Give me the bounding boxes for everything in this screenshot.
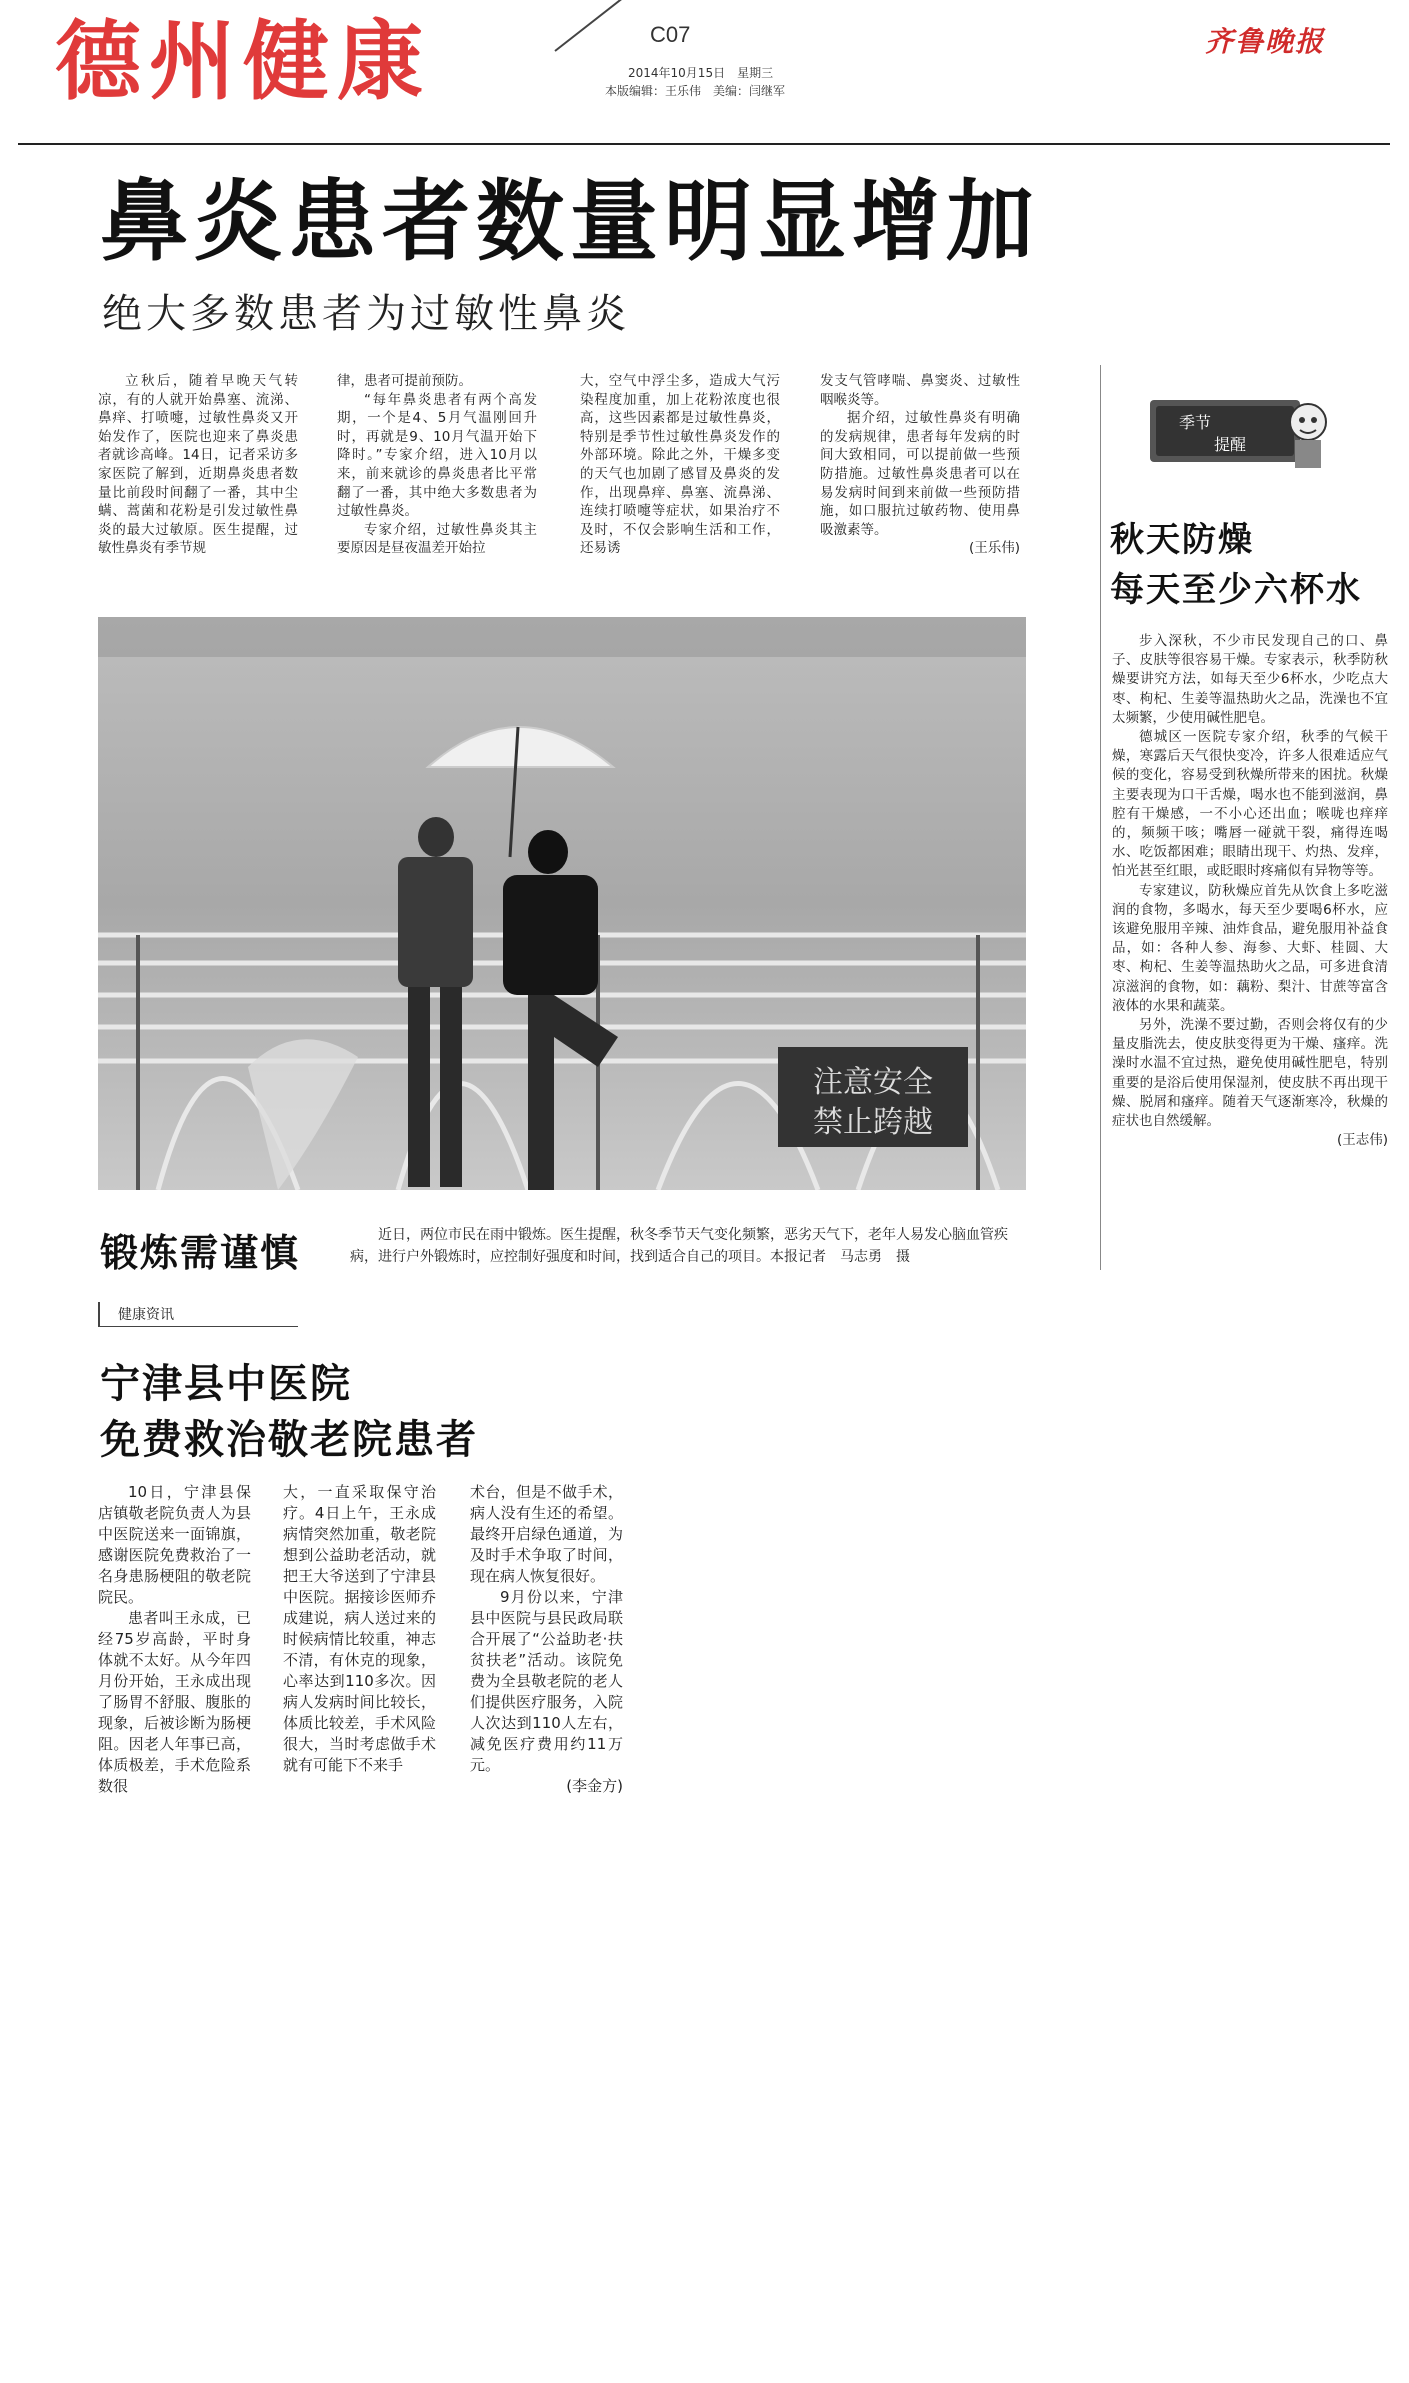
news-headline-line-1: 宁津县中医院 (100, 1361, 352, 1407)
section-label: 健康资讯 (118, 1307, 174, 1323)
badge-text-1: 季节 (1178, 413, 1212, 432)
editor-credits: 本版编辑：王乐伟 美编：闫继军 (605, 84, 786, 98)
paragraph: 大，一直采取保守治疗。4日上午，王永成病情突然加重，敬老院想到公益助老活动，就把王大爷送到了宁津县中医院。据接诊医师乔成建说，病人送过来的时候病情比较重，神志不清，有休克的现象，心率达到110多次。因病人发病时间比较长，体质比较差，手术风险很大，当时考虑做手术就有可能下不来手 (283, 1483, 436, 1774)
photo-illustration (98, 617, 1026, 1190)
main-article-column-4 (820, 372, 1020, 558)
main-article-column-1 (98, 372, 298, 558)
paragraph: 9月份以来，宁津县中医院与县民政局联合开展了“公益助老·扶贫扶老”活动。该院免费为全县敬老院的老人们提供医疗服务，入院人次达到110人左右，减免医疗费用约11万元。 (470, 1588, 623, 1774)
masthead-title: 德州健康 (55, 12, 431, 112)
paragraph: 律，患者可提前预防。 (337, 373, 472, 389)
paragraph: 患者叫王永成，已经75岁高龄，平时身体就不太好。从今年四月份开始，王永成出现了肠胃不舒服、腹胀的现象，后被诊断为肠梗阻。因老人年事已高，体质极差，手术危险系数很 (98, 1609, 251, 1795)
sidebar-headline-line-2: 每天至少六杯水 (1110, 570, 1362, 610)
paragraph: 德城区一医院专家介绍，秋季的气候干燥，寒露后天气很快变冷，许多人很难适应气候的变化，容易受到秋燥所带来的困扰。秋燥主要表现为口干舌燥，喝水也不能到滋润，鼻腔有干燥感，一不小心还出血；喉咙也痒痒的，频频干咳；嘴唇一碰就干裂，痛得连喝水、吃饭都困难；眼睛出现干、灼热、发痒，怕光甚至红眼，或眨眼时疼痛似有异物等等。 (1112, 729, 1388, 880)
photo-sign-text-1: 注意安全 (813, 1065, 933, 1100)
news-label-underline (98, 1326, 298, 1327)
header-divider-slash (554, 0, 642, 52)
paragraph: 立秋后，随着早晚天气转凉，有的人就开始鼻塞、流涕、鼻痒、打喷嚏，过敏性鼻炎又开始发作了，医院也迎来了鼻炎患者就诊高峰。14日，记者采访多家医院了解到，近期鼻炎患者数量比前段时间翻了一番，其中尘螨、蒿菌和花粉是引发过敏性鼻炎的最大过敏原。医生提醒，过敏性鼻炎有季节规 (98, 373, 298, 557)
newspaper-brand-logo: 齐鲁晚报 (1205, 25, 1326, 58)
paragraph: 发支气管哮喘、鼻窦炎、过敏性咽喉炎等。 (820, 373, 1020, 408)
season-tip-badge (1140, 392, 1340, 472)
main-article-column-2 (337, 372, 537, 558)
sidebar-divider (1100, 365, 1101, 1270)
paragraph: 专家介绍，过敏性鼻炎其主要原因是昼夜温差开始拉 (337, 521, 537, 557)
header-rule (18, 143, 1390, 145)
paragraph: 另外，洗澡不要过勤，否则会将仅有的少量皮脂洗去，使皮肤变得更为干燥、瘙痒。洗澡时水温不宜过热，避免使用碱性肥皂，特别重要的是浴后使用保湿剂，使皮肤不再出现干燥、脱屑和瘙痒。随着天气逐渐寒冷，秋燥的症状也自然缓解。 (1112, 1017, 1388, 1130)
photo-heading: 锻炼需谨慎 (100, 1231, 301, 1275)
news-photo (98, 617, 1026, 1190)
paragraph: 术台，但是不做手术，病人没有生还的希望。最终开启绿色通道，为及时手术争取了时间，现在病人恢复很好。 (470, 1483, 623, 1585)
news-column-3 (470, 1482, 623, 1797)
issue-date: 2014年10月15日 星期三 (628, 66, 774, 80)
main-article-column-3 (580, 372, 780, 558)
paragraph: 10日，宁津县保店镇敬老院负责人为县中医院送来一面锦旗，感谢医院免费救治了一名身患肠梗阻的敬老院院民。 (98, 1483, 251, 1606)
paragraph: 大，空气中浮尘多，造成大气污染程度加重，加上花粉浓度也很高，这些因素都是过敏性鼻炎，特别是季节性过敏性鼻炎发作的外部环境。除此之外，干燥多变的天气也加剧了感冒及鼻炎的发作，出现鼻痒、鼻塞、流鼻涕、连续打喷嚏等症状，如果治疗不及时，不仅会影响生活和工作，还易诱 (580, 373, 780, 557)
sidebar-signature: (王志伟) (1336, 1132, 1388, 1149)
paragraph: 步入深秋，不少市民发现自己的口、鼻子、皮肤等很容易干燥。专家表示，秋季防秋燥要讲究方法，如每天至少6杯水，少吃点大枣、枸杞、生姜等温热助火之品，洗澡也不宜太频繁，少使用碱性肥皂。 (1112, 633, 1388, 726)
main-subheadline: 绝大多数患者为过敏性鼻炎 (102, 291, 630, 337)
news-column-1 (98, 1482, 251, 1797)
news-label-tick (98, 1302, 100, 1326)
news-signature: (李金方) (566, 1777, 623, 1795)
paragraph: 据介绍，过敏性鼻炎有明确的发病规律，患者每年发病的时间大致相同，可以提前做一些预防措施。过敏性鼻炎患者可以在易发病时间到来前做一些预防措施，如口服抗过敏药物、使用鼻吸激素等。 (820, 410, 1020, 538)
news-column-2 (283, 1482, 436, 1776)
photo-caption: 近日，两位市民在雨中锻炼。医生提醒，秋冬季节天气变化频繁，恶劣天气下，老年人易发心脑血管疾病，进行户外锻炼时，应控制好强度和时间，找到适合自己的项目。本报记者 马志勇 摄 (350, 1227, 1008, 1265)
photo-sign-text-2: 禁止跨越 (813, 1105, 933, 1140)
paragraph: 专家建议，防秋燥应首先从饮食上多吃滋润的食物，多喝水，每天至少要喝6杯水，应该避免服用辛辣、油炸食品，避免服用补益食品，如：各种人参、海参、大虾、桂圆、大枣、枸杞、生姜等温热助火之品，可多进食清凉滋润的食物，如：藕粉、梨汁、甘蔗等富含液体的水果和蔬菜。 (1112, 882, 1388, 1014)
paragraph: “每年鼻炎患者有两个高发期，一个是4、5月气温刚回升时，再就是9、10月气温开始下降时。”专家介绍，进入10月以来，前来就诊的鼻炎患者比平常翻了一番，其中绝大多数患者为过敏性鼻炎。 (337, 391, 537, 520)
badge-text-2: 提醒 (1213, 435, 1247, 454)
main-headline: 鼻炎患者数量明显增加 (100, 170, 1041, 273)
sidebar-article-body (1112, 632, 1388, 1150)
sidebar-headline-line-1: 秋天防燥 (1110, 520, 1254, 560)
news-headline-line-2: 免费救治敬老院患者 (100, 1417, 478, 1463)
main-article-signature: (王乐伟) (968, 540, 1020, 557)
page-number: C07 (650, 22, 691, 47)
